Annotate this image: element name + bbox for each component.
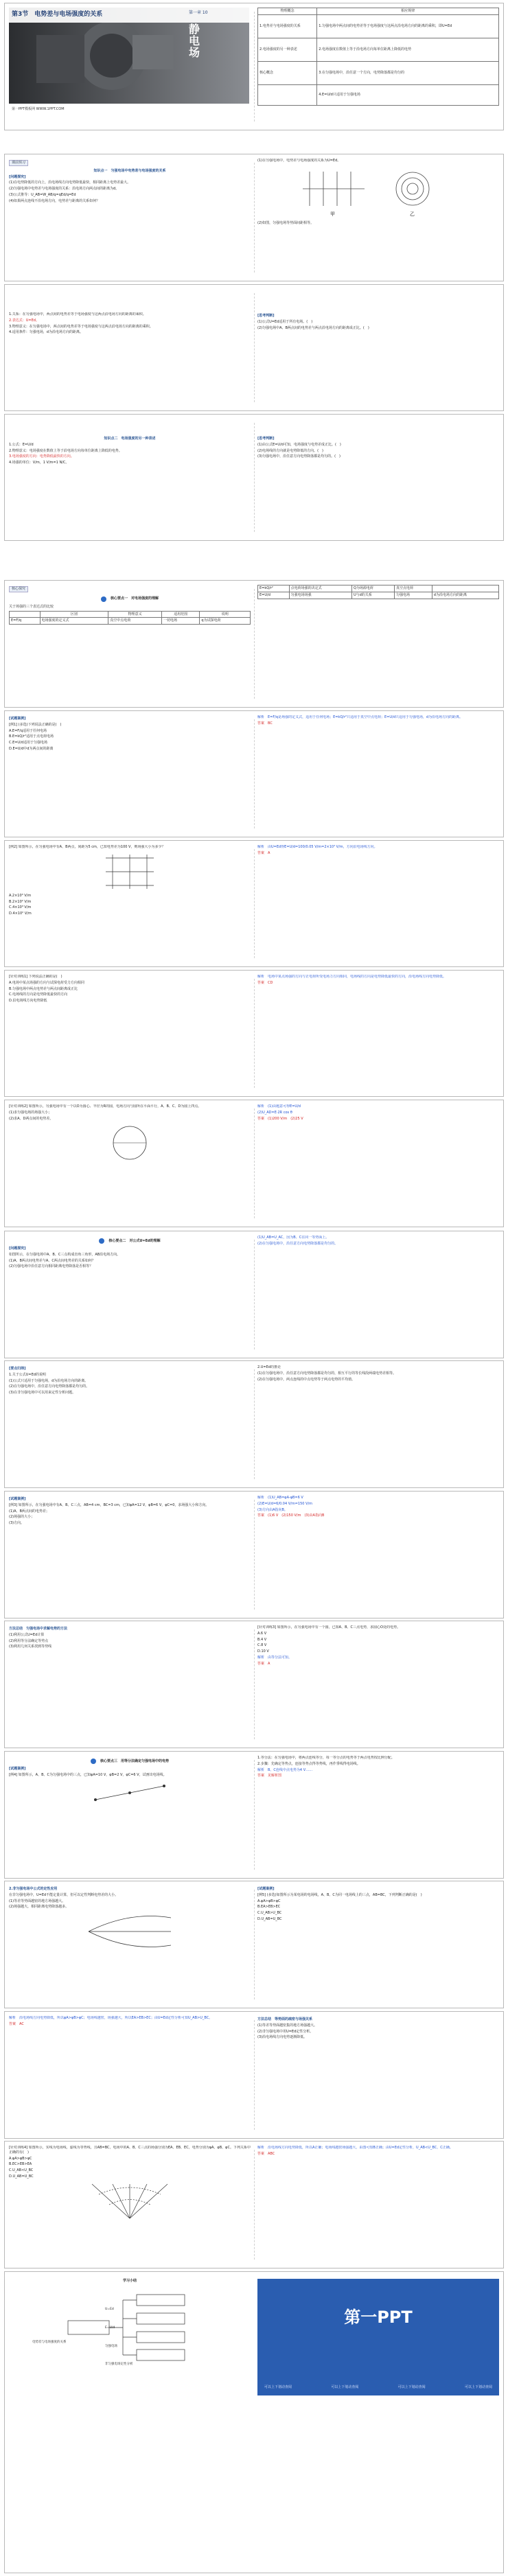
subheading: [试题案例] <box>9 1497 26 1501</box>
slide-6 <box>4 710 504 837</box>
paragraph: 2.表达式：U=Ed。 <box>9 318 39 323</box>
paragraph: 1.关于公式U=Ed的说明 <box>9 1372 46 1377</box>
solution: 解析 (1)U_AB=φA-φB=6 V <box>257 1496 303 1500</box>
paragraph: 4.适用条件：匀强电场，d为沿电场方向的距离。 <box>9 330 83 335</box>
option: A.2×10³ V/m <box>9 893 32 898</box>
subheading: [试题案例] <box>9 1767 26 1771</box>
compare-table-right <box>257 585 499 599</box>
table-cell: 点电荷场强的决定式 <box>289 585 351 592</box>
key-point-text: 核心要点三 用等分法确定匀强电场中的电势 <box>100 1759 169 1763</box>
table-header: 物理意义 <box>108 611 162 618</box>
sub-question: (1)A、B两点间的电势差； <box>9 1509 49 1513</box>
grid-figure <box>99 851 161 892</box>
summary-mindmap <box>61 2286 198 2369</box>
table-cell <box>432 585 498 592</box>
table-cell: 4.E=U/d只适用于匀强电场 <box>317 84 499 105</box>
table-cell: 匀强电场场强 <box>289 592 351 599</box>
field-figure <box>296 165 461 220</box>
solution: (2)U_AD=E·2R cos θ <box>257 1110 292 1115</box>
option: D.U_AB=U_BC <box>9 2174 34 2179</box>
summary-title: 学习小结 <box>122 2279 137 2283</box>
option: A.6 V <box>257 1631 267 1636</box>
question: [例5] (多选)如图所示为某电场的电场线，A、B、C为同一电场线上的三点，AB=BC，下列判断正确的是( ) <box>257 1892 422 1897</box>
slide-17 <box>4 2141 504 2268</box>
brand-logo: 第一PPT <box>344 2308 413 2327</box>
paragraph: (3)公式推导：U_AB=W_AB/q=qEd/q=Ed <box>9 192 76 197</box>
option: D.4×10² V/m <box>9 912 32 916</box>
option: C.E=U/d适用于匀强电场 <box>9 741 47 745</box>
field-lines-figure <box>82 1911 178 1952</box>
table-header: 区别 <box>40 611 108 618</box>
paragraph: (2)在匀强电场中，沿任意方向电势降落都是均匀的。 <box>257 1241 338 1246</box>
option: A.E=F/q适用于任何电场 <box>9 728 47 733</box>
bullet-icon <box>91 1759 96 1764</box>
sub-question: (2)场强的大小； <box>9 1515 35 1520</box>
paragraph: (2)利用等分法确定等势点 <box>9 1638 49 1643</box>
slide-9 <box>4 1100 504 1227</box>
table-cell: 2.电场强度的另一种表述 <box>258 38 317 61</box>
slide-12 <box>4 1491 504 1618</box>
table-cell: E=kQ/r² <box>258 585 290 592</box>
key-point-heading <box>9 596 251 602</box>
table-header: 适用范围 <box>161 611 199 618</box>
paragraph: (1)在匀强电场中，电势差与电场强度的关系为U=Ed。 <box>257 159 341 163</box>
solution: 解析 沿电场线方向电势降低，所以A正确；电场线越密场强越大，由图可知B正确；由U=Ed定性分析，U_AB<U_BC，C正确。 <box>257 2146 453 2150</box>
paragraph: (1)U_AB=U_AC，因为B、C在同一等势面上。 <box>257 1235 330 1240</box>
paragraph: 2.U=Ed的推论 <box>257 1365 281 1369</box>
paragraph: (1)在匀强电场中，沿任意方向电势降落都是均匀的，相互平行的等长线段两端电势差相等。 <box>257 1371 397 1376</box>
table-header: 物理概念 <box>258 8 317 15</box>
subheading: 方法总结 等势面的疏密与场强关系 <box>257 2017 313 2021</box>
table-cell: E=F/q <box>10 618 41 625</box>
paragraph: (1)等差等势面越密集的地方场强越大。 <box>257 2023 318 2028</box>
section-tag: 课前预习 <box>9 160 28 166</box>
table-cell: 真空中点电荷 <box>108 618 162 625</box>
answer: 答案 AC <box>9 2021 24 2026</box>
paragraph: (4)如果两点连线不沿电场方向，电势差与距离的关系如何？ <box>9 198 100 203</box>
key-point-heading <box>9 1759 251 1764</box>
subheading: [试题案例] <box>257 1887 275 1891</box>
option: B.EA>EB>EC <box>257 1905 281 1910</box>
paragraph: 如图所示，在匀强电场中A、B、C三点构成直角三角形，AB沿电场方向。 <box>9 1252 121 1257</box>
answer: 答案 (1)200 V/m (2)25 V <box>257 1116 303 1121</box>
slide-11 <box>4 1360 504 1488</box>
slide-18 <box>4 2271 504 2573</box>
paragraph: (2)电场线的方向就是电势降低的方向。( ) <box>257 448 323 453</box>
slide-14 <box>4 1751 504 1879</box>
slide-title-text: 第3节 电势差与电场强度的关系 <box>12 11 103 18</box>
option: B.EC>EB>EA <box>9 2162 32 2167</box>
table-header: 说明 <box>200 611 251 618</box>
paragraph: (3)利用几何关系找到等势线 <box>9 1645 52 1649</box>
paragraph: (1)A、B两点间电势差与A、C两点间电势差的关系如何？ <box>9 1258 95 1263</box>
option: D.沿电场线方向电势降低 <box>9 999 47 1003</box>
paragraph: 4.场强的单位：V/m，1 V/m=1 N/C。 <box>9 461 69 465</box>
answer: 答案 (1)6 V (2)150 V/m (3)由A指向B <box>257 1513 325 1518</box>
solution: 解析 沿电场线方向电势降低，所以φA>φB>φC；电场线越密，场强越大，所以EA>EB>EC；由U=Ed定性分析可知U_AB>U_BC。 <box>9 2016 213 2020</box>
option: B.4 V <box>257 1637 267 1642</box>
subheading: [问题探究] <box>9 174 26 179</box>
answer: 答案 见解析图 <box>257 1774 282 1778</box>
paragraph: (3)在非匀强电场中可以用来定性分析问题。 <box>9 1391 76 1395</box>
paragraph: 2.步骤：先确定等势点，连接等势点得等势线，再作垂线得电场线。 <box>257 1761 360 1766</box>
brand-links <box>264 2385 492 2390</box>
sub-question: (1)求匀强电场的场强大小； <box>9 1110 52 1115</box>
solution: 解析 (1)由题意可得E=U/d <box>257 1104 301 1109</box>
question: [针对训练4] 如图所示，实线为电场线，虚线为等势线，且AB=BC，电场中的A、B、C三点的场强分别为EA、EB、EC，电势分别为φA、φB、φC。下列关系中正确的有( ) <box>9 2146 251 2155</box>
paragraph: 关于场强的三个表达式的比较 <box>9 604 54 609</box>
paragraph: 3.物理意义：在匀强电场中，两点间的电势差等于电场强度与这两点沿电场方向的距离的乘积。 <box>9 324 153 329</box>
knowledge-heading: 知识点一 匀强电场中电势差与电场强度的关系 <box>93 168 166 173</box>
table-cell: 真空点电荷 <box>394 585 432 592</box>
table-cell: d为沿电场方向的距离 <box>432 592 498 599</box>
paragraph: (1)公式U=Ed适用于所有电场。( ) <box>257 319 313 324</box>
concept-table <box>257 8 499 106</box>
table-header: 相应规律 <box>317 8 499 15</box>
option: D.U_AB=U_BC <box>257 1916 282 1921</box>
slide-15 <box>4 1881 504 2008</box>
solution: 解析 由等分法可知。 <box>257 1655 292 1660</box>
option: B.匀强电场中两点电势差与两点间距离成正比 <box>9 986 78 991</box>
option: B.E=kQ/r²适用于点电荷电场 <box>9 734 54 739</box>
table-cell: 2.电场强度在数值上等于沿电场方向每单位距离上降低的电势 <box>317 38 499 61</box>
figure-label: 甲 <box>330 211 335 217</box>
solution: 解析 B、C连线中点电势为4 V…… <box>257 1767 313 1772</box>
option: C.4×10³ V/m <box>9 905 32 910</box>
subheading: [思考判断] <box>257 314 275 318</box>
question: [针对训练2] 如图所示，匀强电场中有一个以O为圆心、半径为R的圆，电场方向与圆所在平面平行，A、B、C、D为圆上四点。 <box>9 1104 202 1109</box>
points-figure <box>89 1779 171 1807</box>
paragraph: (1)公式只适用于匀强电场，d为沿电场方向的距离。 <box>9 1378 89 1383</box>
paragraph: (1)利用公式U=Ed计算 <box>9 1632 45 1637</box>
machine-photo <box>9 8 249 117</box>
brand-link[interactable]: 可以上下划动查阅 <box>331 2385 359 2390</box>
table-cell: 匀强电场 <box>394 592 432 599</box>
key-point-text: 核心要点二 对公式U=Ed的理解 <box>108 1238 161 1243</box>
compare-table <box>9 611 251 625</box>
table-cell: q为试探电荷 <box>200 618 251 625</box>
solution: (2)E=U/d=6/0.04 V/m=150 V/m <box>257 1501 312 1506</box>
slide-10 <box>4 1231 504 1358</box>
mindmap-node: E=U/d <box>105 2326 115 2330</box>
equipotential-figure <box>85 2181 174 2222</box>
mindmap-root: 电势差与电场强度的关系 <box>32 2341 67 2344</box>
paragraph: (2)匀强电场中A、B两点间的电势差与两点沿电场方向的距离成正比。( ) <box>257 325 369 330</box>
subheading: 方法总结 匀强电场中求解电势的方法 <box>9 1627 68 1631</box>
option: C.8 V <box>257 1643 267 1648</box>
answer: 答案 A <box>257 1661 270 1666</box>
option: A.φA>φB>φC <box>257 1899 281 1903</box>
solution: 解析 电场中某点场强的方向与正电荷所受电场力方向相同，电场线的方向是电势降低最快的方向，沿电场线方向电势降低。 <box>257 975 447 979</box>
option: C.U_AB<U_BC <box>9 2168 34 2172</box>
option: C.U_AB>U_BC <box>257 1911 282 1915</box>
slide-2 <box>4 154 504 281</box>
subheading: 2.非匀强电场中公式的定性应用 <box>9 1887 58 1891</box>
paragraph: (1)由公式E=U/d可知，电场强度与电势差成正比。( ) <box>257 442 341 447</box>
solution: 解析 E=F/q是场强的定义式，适用于任何电场；E=kQ/r²只适用于真空中点电荷；E=U/d只适用于匀强电场，d为沿电场方向的距离。 <box>257 715 463 719</box>
section-tag: 核心探究 <box>9 586 28 592</box>
answer: 答案 BC <box>257 721 273 726</box>
question: [针对训练3] 如图所示，在匀强电场中有一个圆，已知A、B、C三点电势，求圆心O处的电势。 <box>257 1625 400 1629</box>
subheading: [问题探究] <box>9 1246 26 1251</box>
brand-link[interactable]: 可以上下划动查阅 <box>264 2385 292 2390</box>
question: [例1] (多选)下列说法正确的是( ) <box>9 722 62 727</box>
option: A.电场中某点场强的方向与试探电荷受力方向相同 <box>9 980 84 985</box>
slide-13 <box>4 1621 504 1748</box>
slide-5 <box>4 580 504 708</box>
question: [例3] 如图所示，在匀强电场中有A、B、C三点，AB=4 cm，BC=3 cm，已知φA=12 V，φB=6 V，φC=0，求场强大小和方向。 <box>9 1502 209 1507</box>
table-cell: 电场强度的定义式 <box>40 618 108 625</box>
table-cell: E=U/d <box>258 592 290 599</box>
question: [针对训练1] 下列说法正确的是( ) <box>9 975 62 979</box>
paragraph: (2)在匀强电场中，两点连线的中点电势等于两点电势的平均值。 <box>257 1377 356 1382</box>
paragraph: 1.公式：E=U/d <box>9 442 34 447</box>
table-header <box>10 611 41 618</box>
answer: 答案 CD <box>257 980 273 985</box>
brand-link[interactable]: 可以上下划动查阅 <box>464 2385 492 2390</box>
slide-7 <box>4 840 504 967</box>
bullet-icon <box>99 1238 104 1244</box>
paragraph: (2)场强越大，相同距离电势降落越多。 <box>9 1905 69 1910</box>
subheading: [试题案例] <box>9 717 26 721</box>
paragraph: (1)在电势降低的方向上，沿电场线方向电势降低最快，相同距离上电势差最大。 <box>9 181 131 185</box>
paragraph: 在非匀强电场中，U=Ed不能定量计算，但可以定性判断电势差的大小。 <box>9 1892 119 1897</box>
mindmap-node: 非匀强电场定性分析 <box>105 2363 133 2366</box>
table-cell: Q为场源电荷 <box>351 585 394 592</box>
brand-link[interactable]: 可以上下划动查阅 <box>397 2385 426 2390</box>
option: B.2×10² V/m <box>9 899 32 904</box>
paragraph: (3)沿电场线方向电势逐渐降低。 <box>257 2035 308 2040</box>
slide-16 <box>4 2011 504 2139</box>
mindmap-node: U=Ed <box>105 2308 114 2311</box>
subheading: [要点归纳] <box>9 1367 26 1371</box>
paragraph: 3.电场强度的方向：电势降低最快的方向。 <box>9 454 74 459</box>
table-cell: U与d的关系 <box>351 592 394 599</box>
question: [例2] 如图所示，在匀强电场中有A、B两点，间距为5 cm，已知电势差为100 V，则场强大小为多少？ <box>9 845 165 849</box>
table-cell: 一切电场 <box>161 618 199 625</box>
chapter-badge: 第一章 10 <box>189 10 208 15</box>
key-point-heading <box>9 1238 251 1244</box>
brand-panel <box>257 2279 499 2395</box>
paragraph: (2)匀强电场中电势差与电场强度的关系：沿电场方向两点间的距离为d。 <box>9 187 119 191</box>
paragraph: 1.关系：在匀强电场中，两点间的电势差等于电场强度与这两点沿电场方向的距离的乘积。 <box>9 312 146 316</box>
option: C.电场线的方向是电势降低最快的方向 <box>9 993 68 997</box>
circle-figure <box>106 1122 154 1163</box>
slide-8 <box>4 970 504 1097</box>
paragraph: (2)非匀强电场中用U=Ed定性分析。 <box>257 2029 314 2034</box>
slide-4 <box>4 414 504 541</box>
option: D.E=U/d中d为两点间的距离 <box>9 746 54 751</box>
table-cell <box>258 84 317 105</box>
paragraph: (2)在匀强电场中，沿任意方向电势降落都是均匀的。 <box>9 1384 90 1389</box>
solution: 解析 由U=Ed得E=U/d=100/0.05 V/m=2×10³ V/m，方向沿电场线方向。 <box>257 845 378 849</box>
table-cell: 3.在匀强电场中，沿任意一个方向，电势降落都是均匀的 <box>317 61 499 84</box>
table-cell: 1.电势差与电场强度的关系 <box>258 14 317 38</box>
slide-title <box>4 3 504 130</box>
concept-table-panel <box>257 8 499 126</box>
paragraph: (3)匀强电场中，沿任意方向电势降落都是均匀的。( ) <box>257 454 340 459</box>
mindmap-node: 匀强电场 <box>105 2345 117 2348</box>
solution: (3)方向由A指向B。 <box>257 1507 288 1512</box>
sub-question: (3)方向。 <box>9 1521 25 1525</box>
paragraph: 1.等分法：在匀强电场中，将两点连线等分，每一等分点的电势等于两点电势按比例分配。 <box>257 1756 395 1760</box>
question: [例4] 如图所示，A、B、C为匀强电场中的三点，已知φA=10 V，φB=2 V，φC=6 V，试画出电场线。 <box>9 1772 167 1777</box>
paragraph: (2)如图，匀强电场等势面间距相等。 <box>257 220 314 225</box>
chapter-title: 静电场 <box>189 23 200 59</box>
figure-label: 乙 <box>410 211 415 217</box>
paragraph: 2.物理意义：电场强度在数值上等于沿电场方向每单位距离上降低的电势。 <box>9 448 122 453</box>
paragraph: (2)匀强电场中沿任意方向相同距离电势降落是否相等？ <box>9 1264 93 1269</box>
key-point-text: 核心要点一 对电场强度的理解 <box>110 596 159 601</box>
option: A.φA>φB>φC <box>9 2156 32 2161</box>
bullet-icon <box>101 596 106 602</box>
table-cell: 核心概念 <box>258 61 317 84</box>
table-cell: 1.匀强电场中两点间的电势差等于电场强度与这两点沿电场方向的距离的乘积，即U=Ed <box>317 14 499 38</box>
paragraph: (1)等差等势面越密的地方场强越大。 <box>9 1899 66 1903</box>
knowledge-heading: 知识点二 电场强度的另一种表述 <box>104 437 156 441</box>
title-banner <box>9 8 249 117</box>
option: D.10 V <box>257 1649 269 1653</box>
answer: 答案 ABC <box>257 2151 275 2156</box>
answer: 答案 A <box>257 850 270 855</box>
site-caption: 第一PPT模板网 WWW.1PPT.COM <box>12 107 65 111</box>
sub-question: (2)求A、D两点间的电势差。 <box>9 1116 54 1121</box>
subheading: [思考判断] <box>257 437 275 441</box>
slide-3 <box>4 284 504 411</box>
